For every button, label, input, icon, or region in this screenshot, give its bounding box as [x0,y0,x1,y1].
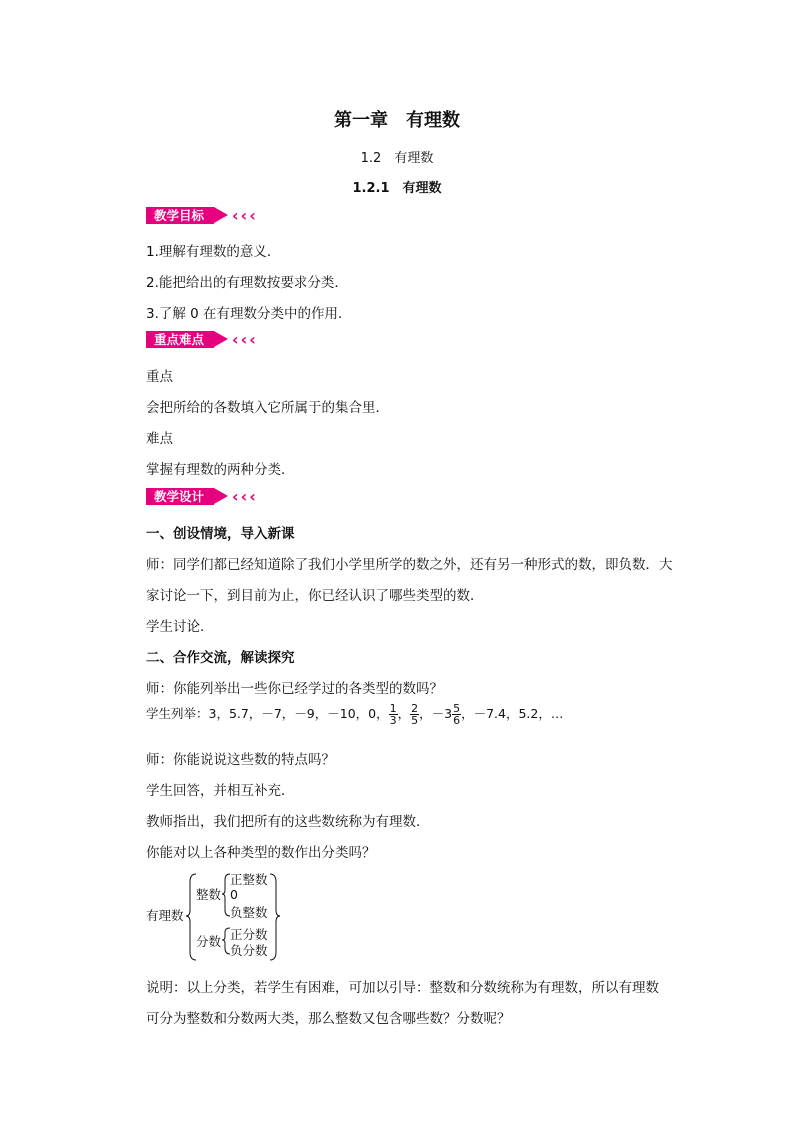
paragraph: 师：你能说说这些数的特点吗？ [146,752,335,768]
paragraph: 可分为整数和分数两大类，那么整数又包含哪些数？分数呢？ [146,1011,511,1027]
tree-int-item: 0 [230,887,238,902]
classification-tree [146,870,306,962]
banner-design-label: 教学设计 [146,488,214,505]
tree-frac-item: 正分数 [230,927,268,942]
banner-keypoints-label: 重点难点 [146,331,214,348]
goal-item: 3.了解 0 在有理数分类中的作用． [146,306,352,322]
chevron-icon: ‹‹‹ [232,487,258,506]
section-title: 1.2 有理数 [360,151,434,166]
banner-design [146,488,258,505]
key-text: 会把所给的各数填入它所属于的集合里． [146,400,389,416]
tree-root: 有理数 [146,908,184,923]
tree-frac: 分数 [196,934,222,949]
list-mid: ，－3 [419,706,453,721]
list-suffix: ，－7.4，5.2，… [461,706,564,721]
tree-int-item: 正整数 [230,872,268,887]
diff-text: 掌握有理数的两种分类． [146,462,295,478]
number-list [146,703,563,726]
list-prefix: 学生列举：3，5.7，－7，－9，－10，0， [146,706,389,721]
tree-int-item: 负整数 [230,905,268,920]
heading-1: 一、创设情境，导入新课 [146,526,295,542]
tree-frac-item: 负分数 [230,943,268,958]
chapter-title: 第一章 有理数 [334,110,460,131]
paragraph: 说明：以上分类，若学生有困难，可加以引导：整数和分数统称为有理数，所以有理数 [146,980,659,996]
key-label: 重点 [146,369,173,385]
fraction: $\frac{2}{5}$ [411,702,419,727]
goal-item: 1.理解有理数的意义． [146,244,281,260]
chevron-icon: ‹‹‹ [232,330,258,349]
heading-2: 二、合作交流，解读探究 [146,650,295,666]
goal-item: 2.能把给出的有理数按要求分类． [146,275,348,291]
paragraph: 师：你能列举出一些你已经学过的各类型的数吗？ [146,681,443,697]
fraction: $\frac{1}{3}$ [389,702,397,727]
paragraph: 师：同学们都已经知道除了我们小学里所学的数之外，还有另一种形式的数，即负数．大 [146,557,673,573]
tree-int: 整数 [196,887,222,902]
banner-keypoints [146,331,258,348]
paragraph: 教师指出，我们把所有的这些数统称为有理数． [146,814,430,830]
paragraph: 家讨论一下，到目前为止，你已经认识了哪些类型的数． [146,588,484,604]
chevron-icon: ‹‹‹ [232,206,258,225]
fraction: $\frac{5}{6}$ [453,702,461,727]
banner-goals-label: 教学目标 [146,207,214,224]
diff-label: 难点 [146,431,173,447]
subsection-title: 1.2.1 有理数 [352,181,442,196]
paragraph: 学生讨论． [146,619,214,635]
list-comma: ， [397,706,411,721]
paragraph: 学生回答，并相互补充． [146,783,295,799]
paragraph: 你能对以上各种类型的数作出分类吗？ [146,845,376,861]
banner-goals [146,207,258,224]
